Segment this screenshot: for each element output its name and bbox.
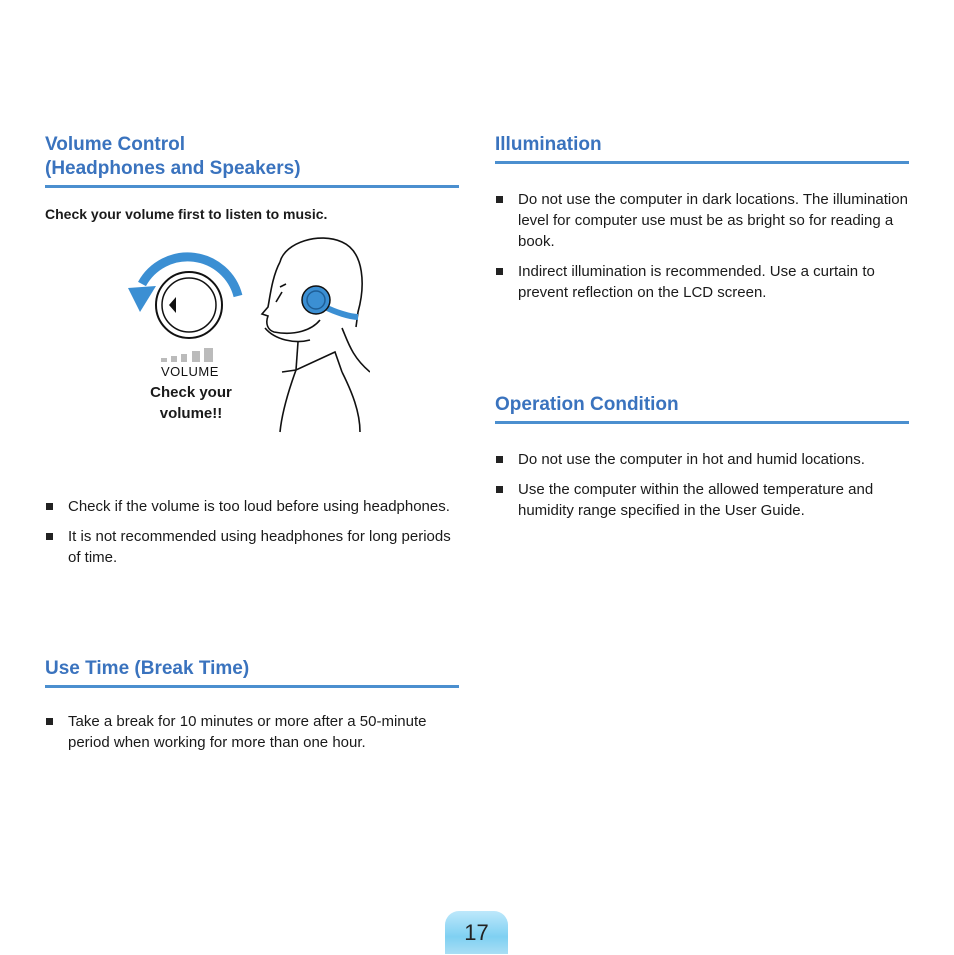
headphone-icon [302,286,330,314]
volume-bar [181,354,187,362]
illumination-section [495,133,909,312]
volume-illustration [120,232,370,437]
volume-heading [45,133,459,188]
operation-heading: Operation Condition [495,393,909,424]
break-heading: Use Time (Break Time) [45,657,459,688]
volume-heading-line2: (Headphones and Speakers) [45,158,301,179]
volume-subheading: Check your volume first to listen to music. [45,206,328,222]
headphone-band-icon [325,307,358,317]
volume-heading-line1: Volume Control [45,134,186,155]
page-number: 17 [445,911,508,954]
person-icon [262,238,370,432]
illumination-heading: Illumination [495,133,909,164]
list-item: Take a break for 10 minutes or more after a 50-minute period when working for more than one hour. [45,711,459,753]
volume-label: VOLUME [161,364,219,379]
list-item: It is not recommended using headphones for long periods of time. [45,526,459,568]
volume-bar [171,356,177,362]
arrow-head [128,286,156,312]
volume-bullets [45,496,459,577]
list-item: Do not use the computer in hot and humid locations. [495,449,909,470]
volume-bar [204,348,213,362]
operation-section [495,393,909,530]
list-item: Indirect illumination is recommended. Use a curtain to prevent reflection on the LCD screen. [495,261,909,303]
list-item: Check if the volume is too loud before using headphones. [45,496,459,517]
volume-caption-line1: Check your [150,384,232,401]
volume-bar [161,358,167,362]
volume-caption [132,382,250,424]
volume-bar [192,351,200,362]
list-item: Do not use the computer in dark locations. The illumination level for computer use must be as bright so for reading a book. [495,189,909,252]
break-section [45,657,459,762]
list-item: Use the computer within the allowed temperature and humidity range specified in the User Guide. [495,479,909,521]
volume-section [45,133,459,222]
volume-caption-line2: volume!! [159,405,223,422]
